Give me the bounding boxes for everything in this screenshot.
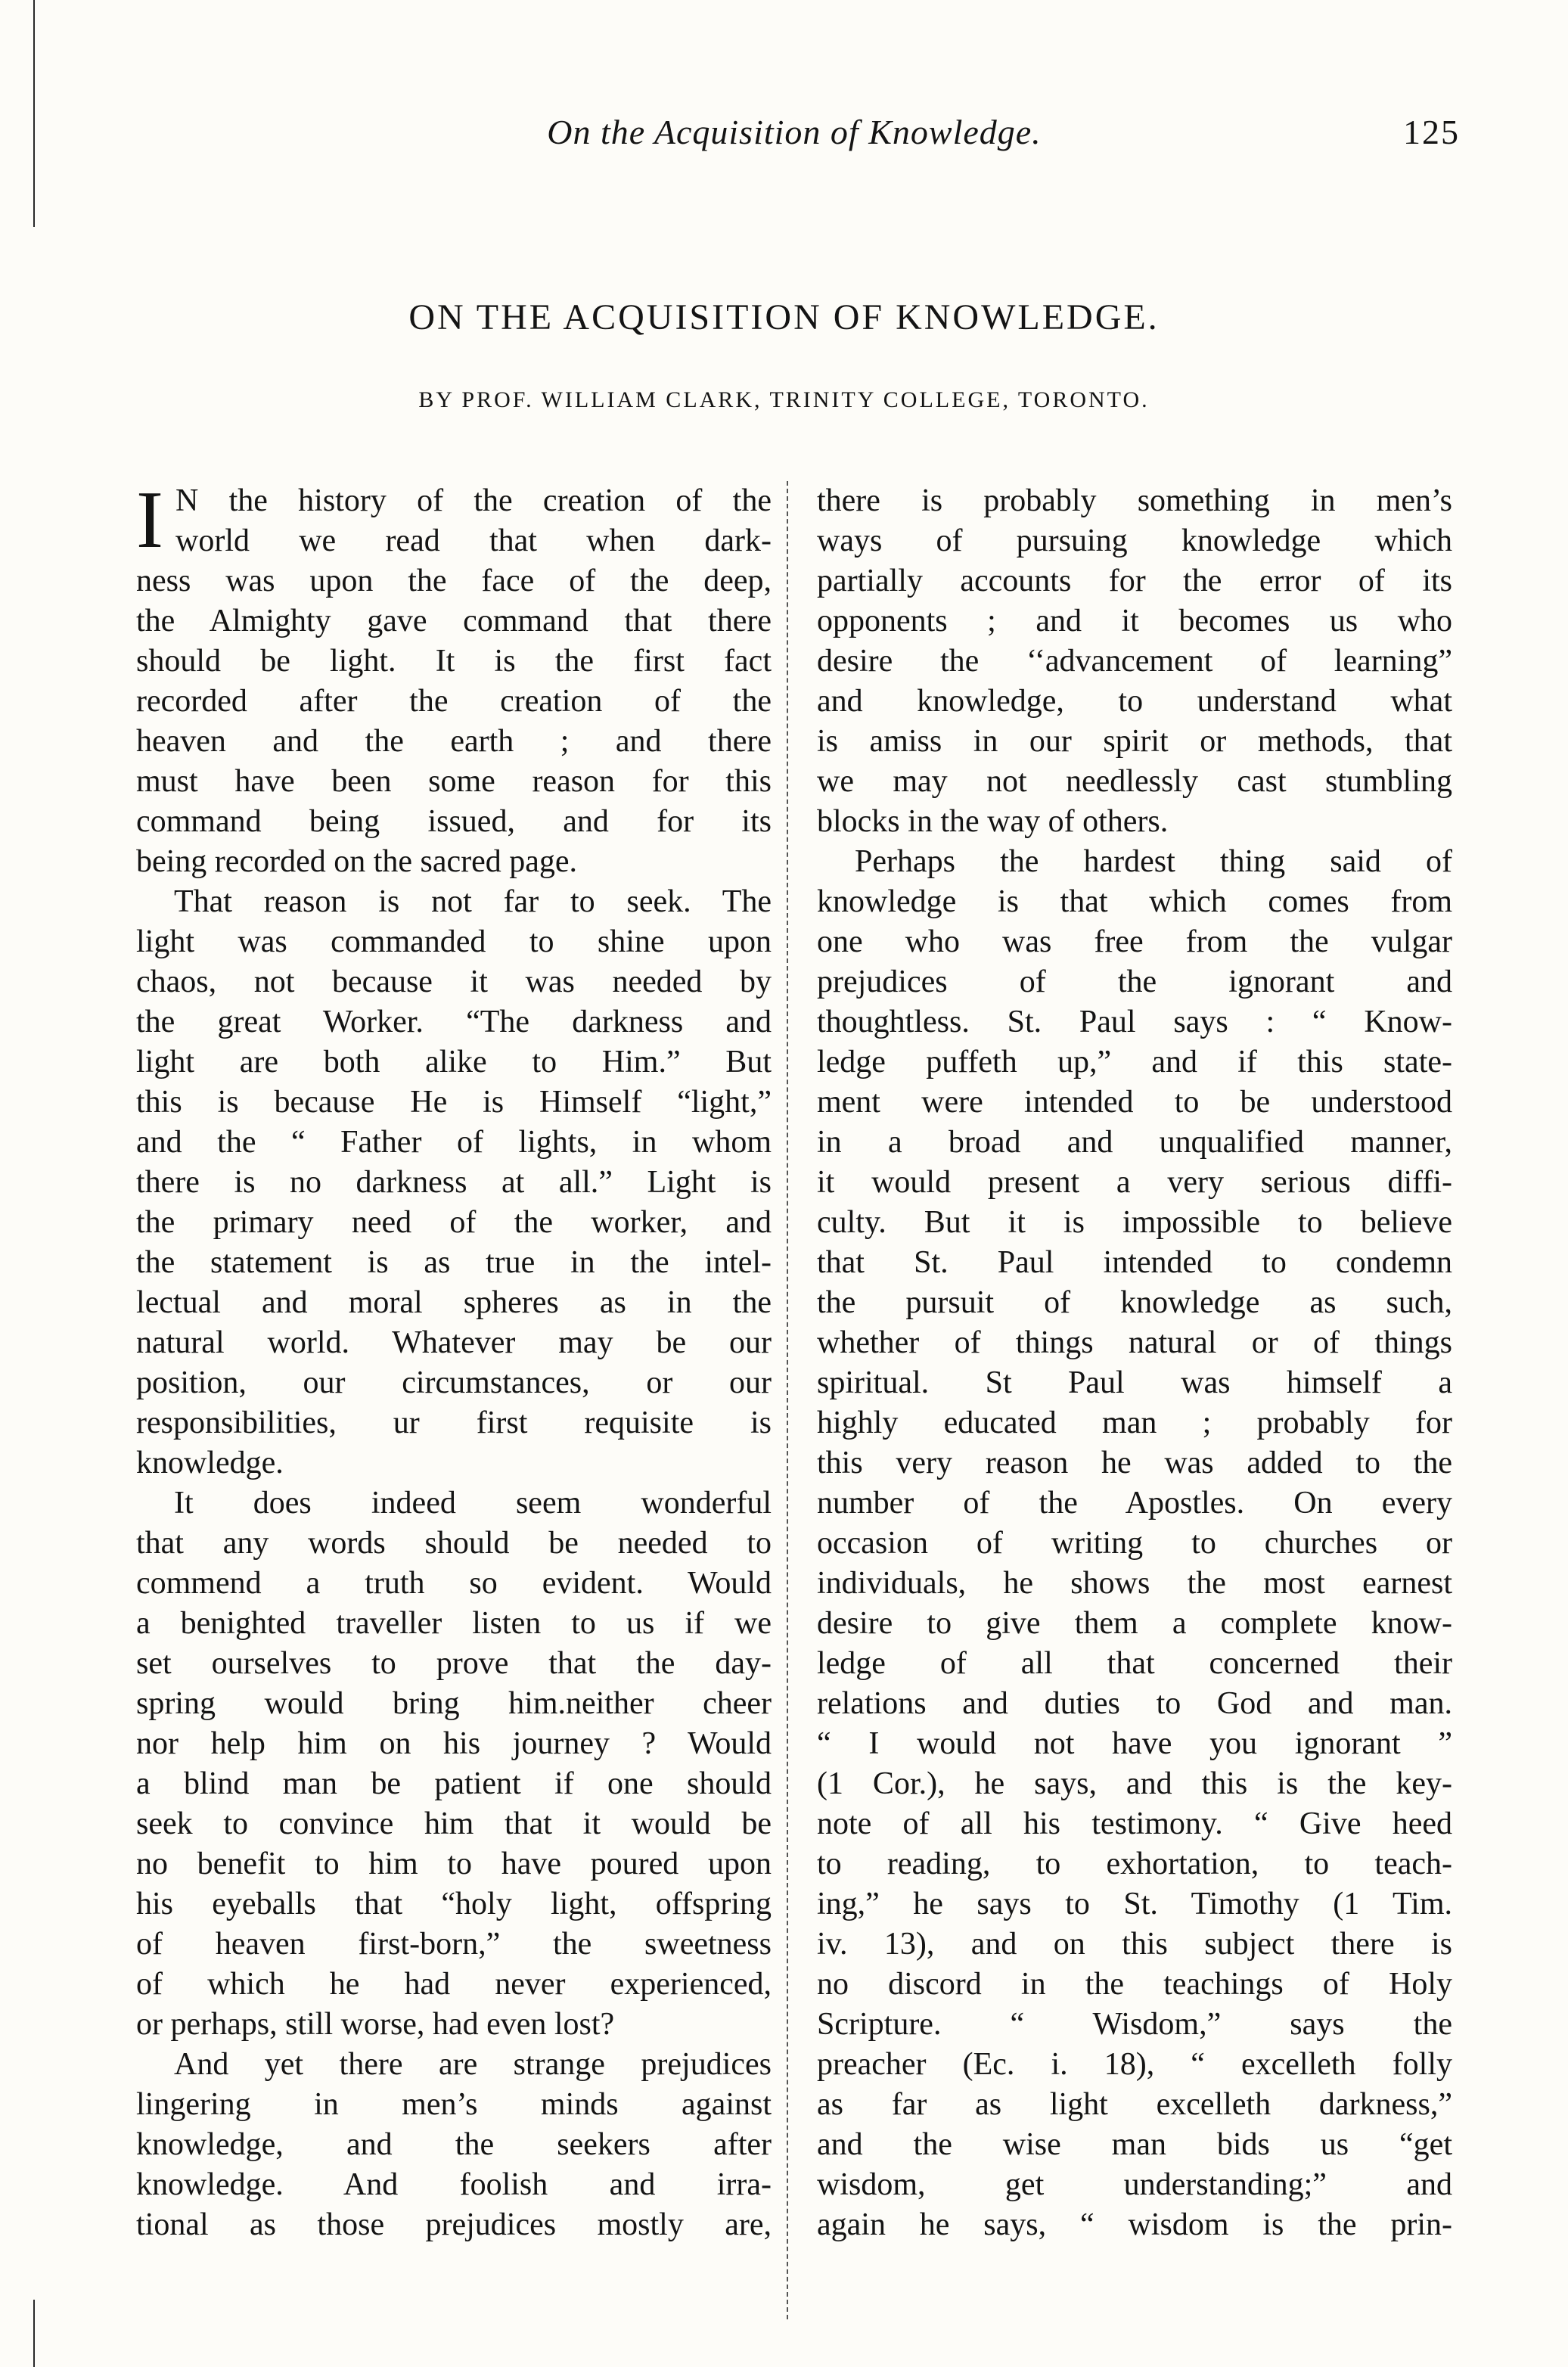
text-line: his eyeballs that “holy light, offspring [136,1887,772,1921]
text-line: or perhaps, still worse, had even lost? [136,2007,615,2042]
text-line: Perhaps the hardest thing said of [855,844,1452,879]
text-line: set ourselves to prove that the day- [136,1646,772,1681]
text-line: ness was upon the face of the deep, [136,564,772,598]
text-line: this is because He is Himself “light,” [136,1085,772,1120]
text-line: wisdom, get understanding;” and [817,2167,1452,2202]
text-line: tional as those prejudices mostly are, [136,2207,772,2242]
text-line: the Almighty gave command that there [136,604,772,638]
text-line: this very reason he was added to the [817,1446,1452,1480]
text-line: prejudices of the ignorant and [817,965,1452,999]
text-line: of heaven first-born,” the sweetness [136,1927,772,1962]
text-line: light was commanded to shine upon [136,924,772,959]
right-column [817,481,1452,2245]
left-column [136,475,772,2245]
text-line: occasion of writing to churches or [817,1526,1452,1561]
text-line: commend a truth so evident. Would [136,1566,772,1601]
text-line: knowledge is that which comes from [817,884,1452,919]
text-line: number of the Apostles. On every [817,1486,1452,1521]
text-line: should be light. It is the first fact [136,644,772,679]
text-line: as far as light excelleth darkness,” [817,2087,1452,2122]
text-line: individuals, he shows the most earnest [817,1566,1452,1601]
drop-cap: I [136,475,163,565]
text-line: spiritual. St Paul was himself a [817,1365,1452,1400]
text-line: desire the ‘‘advancement of learning” [817,644,1452,679]
text-line: knowledge. [136,1446,284,1480]
text-line: being recorded on the sacred page. [136,844,578,879]
text-line: lingering in men’s minds against [136,2087,772,2122]
text-line: and the “ Father of lights, in whom [136,1125,772,1160]
text-line: the pursuit of knowledge as such, [817,1285,1452,1320]
page-edge-line-bottom [33,2300,35,2367]
text-line: there is probably something in men’s [817,483,1452,518]
text-line: world we read that when dark- [175,523,772,558]
text-line: Scripture. “ Wisdom,” says the [817,2007,1452,2042]
text-line: culty. But it is impossible to believe [817,1205,1452,1240]
text-line: again he says, “ wisdom is the prin- [817,2207,1452,2242]
running-header [136,112,1460,172]
text-line: relations and duties to God and man. [817,1686,1452,1721]
text-line: note of all his testimony. “ Give heed [817,1806,1452,1841]
text-line: preacher (Ec. i. 18), “ excelleth folly [817,2047,1452,2082]
text-line: highly educated man ; probably for [817,1406,1452,1440]
page-edge-line-top [33,0,35,227]
text-line: ways of pursuing knowledge which [817,523,1452,558]
text-line: that St. Paul intended to condemn [817,1245,1452,1280]
text-line: a blind man be patient if one should [136,1766,772,1801]
text-line: heaven and the earth ; and there [136,724,772,759]
text-line: no discord in the teachings of Holy [817,1967,1452,2002]
text-line: must have been some reason for this [136,764,772,799]
text-line: partially accounts for the error of its [817,564,1452,598]
text-line: spring would bring him.neither cheer [136,1686,772,1721]
text-line: iv. 13), and on this subject there is [817,1927,1452,1962]
text-line: (1 Cor.), he says, and this is the key- [817,1766,1452,1801]
text-line: recorded after the creation of the [136,684,772,719]
text-line: that any words should be needed to [136,1526,772,1561]
text-line: we may not needlessly cast stumbling [817,764,1452,799]
text-line: ledge of all that concerned their [817,1646,1452,1681]
text-line: it would present a very serious diffi- [817,1165,1452,1200]
text-line: That reason is not far to seek. The [174,884,772,919]
text-line: ment were intended to be understood [817,1085,1452,1120]
text-line: in a broad and unqualified manner, [817,1125,1452,1160]
text-line: command being issued, and for its [136,804,772,839]
text-line: no benefit to him to have poured upon [136,1847,772,1881]
text-line: one who was free from the vulgar [817,924,1452,959]
text-line: and knowledge, to understand what [817,684,1452,719]
text-line: opponents ; and it becomes us who [817,604,1452,638]
column-divider [787,481,788,2319]
text-line: desire to give them a complete know- [817,1606,1452,1641]
text-line: ing,” he says to St. Timothy (1 Tim. [817,1887,1452,1921]
text-line: the statement is as true in the intel- [136,1245,772,1280]
text-line: and the wise man bids us “get [817,2127,1452,2162]
text-line: position, our circumstances, or our [136,1365,772,1400]
text-line: the primary need of the worker, and [136,1205,772,1240]
text-line: thoughtless. St. Paul says : “ Know- [817,1005,1452,1039]
text-line: “ I would not have you ignorant ” [817,1726,1452,1761]
text-line: whether of things natural or of things [817,1325,1452,1360]
text-line: knowledge, and the seekers after [136,2127,772,2162]
text-line: responsibilities, ur first requisite is [136,1406,772,1440]
text-line: is amiss in our spirit or methods, that [817,724,1452,759]
text-line: a benighted traveller listen to us if we [136,1606,772,1641]
text-line: seek to convince him that it would be [136,1806,772,1841]
article-byline: BY PROF. WILLIAM CLARK, TRINITY COLLEGE, TORONTO. [418,387,1150,412]
text-line: ledge puffeth up,” and if this state- [817,1045,1452,1079]
running-title: On the Acquisition of Knowledge. [547,113,1042,151]
text-line: blocks in the way of others. [817,804,1169,839]
text-line: It does indeed seem wonderful [174,1486,772,1521]
text-line: nor help him on his journey ? Would [136,1726,772,1761]
text-line: N the history of the creation of the [175,483,772,518]
text-line: And yet there are strange prejudices [174,2047,772,2082]
article-title: ON THE ACQUISITION OF KNOWLEDGE. [408,297,1160,337]
text-line: chaos, not because it was needed by [136,965,772,999]
text-line: to reading, to exhortation, to teach- [817,1847,1452,1881]
text-line: there is no darkness at all.” Light is [136,1165,772,1200]
text-line: natural world. Whatever may be our [136,1325,772,1360]
text-line: the great Worker. “The darkness and [136,1005,772,1039]
text-line: knowledge. And foolish and irra- [136,2167,772,2202]
text-line: of which he had never experienced, [136,1967,772,2002]
text-line: light are both alike to Him.” But [136,1045,772,1079]
text-line: lectual and moral spheres as in the [136,1285,772,1320]
page-number: 125 [1403,113,1460,151]
